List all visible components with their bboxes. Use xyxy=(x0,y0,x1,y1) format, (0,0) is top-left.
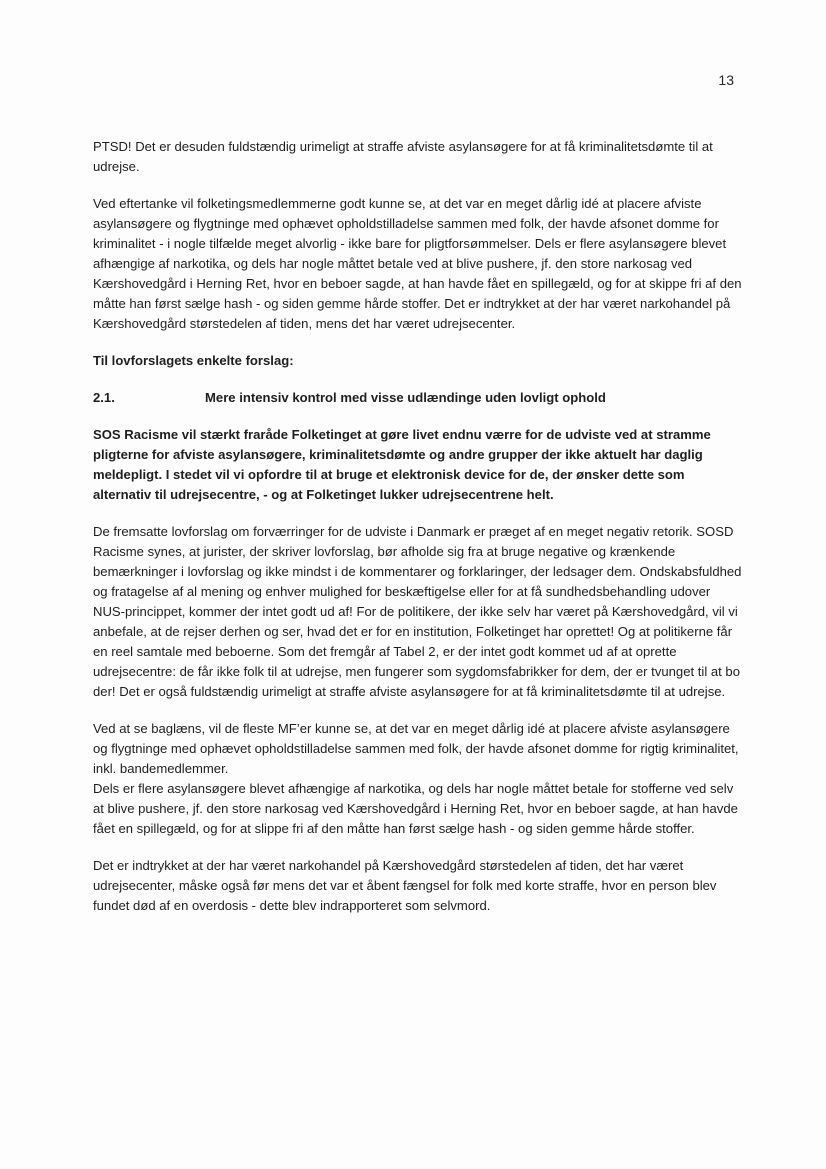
document-body xyxy=(93,137,745,933)
paragraph-eftertanke: Ved eftertanke vil folketingsmedlemmerne godt kunne se, at det var en meget dårlig idé at placere afviste asylansøgere og flygtninge med ophævet opholdstilladelse sammen med folk, der havde afsonet domme for kriminalitet - i nogle tilfælde meget alvorlig - ikke bare for pligtforsømmelser. Dels er flere asylansøgere blevet afhængige af narkotika, og dels har nogle måttet betale ved at blive pushere, jf. den store narkosag ved Kærshovedgård i Herning Ret, hvor en beboer sagde, at han havde fået en spillegæld, og for at skippe fri af den måtte han først sælge hash - og siden gemme hårde stoffer. Det er indtrykket at der har været narkohandel på Kærshovedgård størstedelen af tiden, mens det har været udrejsecenter. xyxy=(93,196,742,331)
section-heading: Til lovforslagets enkelte forslag: xyxy=(93,353,294,368)
paragraph-narkotika: Dels er flere asylansøgere blevet afhængige af narkotika, og dels har nogle måttet betale for stofferne ved selv at blive pushere, jf. den store narkosag ved Kærshovedgård i Herning Ret, hvor en beboer sagde, at han havde fået en spillegæld, og for at slippe fri af den måtte han først sælge hash - og siden gemme hårde stoffer. xyxy=(93,781,738,836)
paragraph-recommendation: SOS Racisme vil stærkt fraråde Folketinget at gøre livet endnu værre for de udviste ved at stramme pligterne for afviste asylansøgere, kriminalitetsdømte og andre grupper der ikke aktuelt har daglig meldepligt. I stedet vil vi opfordre til at bruge et elektronisk device for de, der ønsker dette som alternativ til udrejsecentre, - og at Folketinget lukker udrejsecentrene helt. xyxy=(93,427,711,502)
paragraph-narkohandel: Det er indtrykket at der har været narkohandel på Kærshovedgård størstedelen af tiden, det har været udrejsecenter, måske også før mens det var et åbent fængsel for folk med korte straffe, hvor en person blev fundet død af en overdosis - dette blev indrapporteret som selvmord. xyxy=(93,858,717,913)
paragraph-baglaens: Ved at se baglæns, vil de fleste MF’er kunne se, at det var en meget dårlig idé at placere afviste asylansøgere og flygtninge med ophævet opholdstilladelse sammen med folk, der havde afsonet domme for rigtig kriminalitet, inkl. bandemedlemmer. xyxy=(93,721,739,776)
paragraph-retorik: De fremsatte lovforslag om forværringer for de udviste i Danmark er præget af en meget negativ retorik. SOSD Racisme synes, at jurister, der skriver lovforslag, bør afholde sig fra at bruge negative og krænkende bemærkninger i lovforslag og ikke mindst i de kommentarer og forklaringer, der ledsager dem. Ondskabsfuldhed og fratagelse af al mening og enhver mulighed for beskæftigelse eller for at få sundhedsbehandling udover NUS-princippet, kommer der intet godt ud af! For de politikere, der ikke selv har været på Kærshovedgård, vil vi anbefale, at de rejser derhen og ser, hvad det er for en institution, Folketinget har oprettet! Og at politikerne får en reel samtale med beboerne. Som det fremgår af Tabel 2, er der intet godt kommet ud af at oprette udrejsecentre: de får ikke folk til at udrejse, men fungerer som sygdomsfabrikker for dem, der er tvunget til at bo der! Det er også fuldstændig urimeligt at straffe afviste asylansøgere for at få kriminalitetsdømte til at udrejse. xyxy=(93,524,742,699)
paragraph-ptsd: PTSD! Det er desuden fuldstændig urimeligt at straffe afviste asylansøgere for at få kriminalitetsdømte til at udrejse. xyxy=(93,139,713,174)
subsection-title: Mere intensiv kontrol med visse udlændinge uden lovligt ophold xyxy=(205,390,606,405)
subsection-heading xyxy=(93,388,745,408)
subsection-number: 2.1. xyxy=(93,390,115,405)
page-number: 13 xyxy=(718,72,734,88)
